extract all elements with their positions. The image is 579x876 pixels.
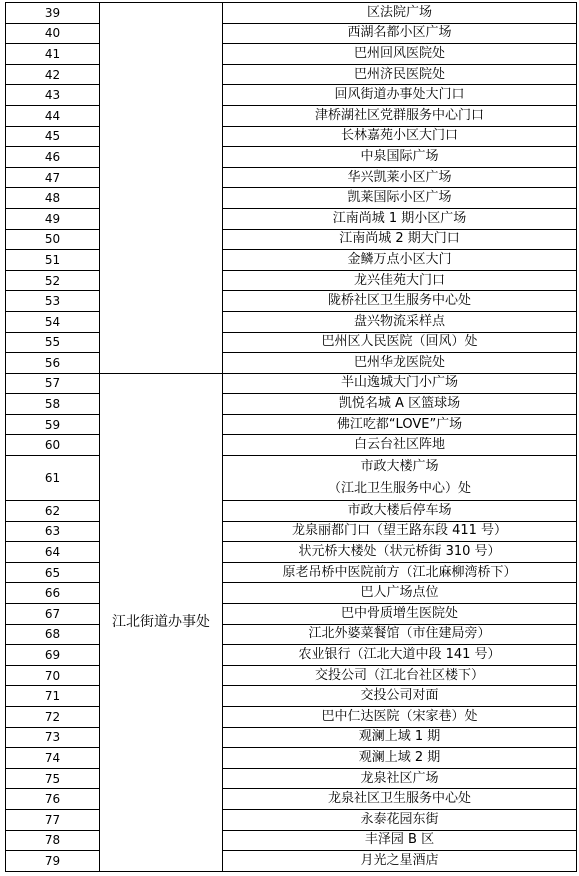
row-number-cell: 73 [6, 727, 100, 748]
table-row [6, 250, 577, 271]
location-cell: 半山逸城大门小广场 [223, 373, 577, 394]
row-number-cell: 63 [6, 521, 100, 542]
location-cell: 状元桥大楼处（状元桥街 310 号） [223, 542, 577, 563]
row-number-cell: 76 [6, 789, 100, 810]
location-cell: 西湖名都小区广场 [223, 23, 577, 44]
location-cell: 陇桥社区卫生服务中心处 [223, 291, 577, 312]
location-cell: 农业银行（江北大道中段 141 号） [223, 645, 577, 666]
row-number-cell: 42 [6, 64, 100, 85]
table-row [6, 414, 577, 435]
table-row [6, 167, 577, 188]
row-number-cell: 71 [6, 686, 100, 707]
row-number-cell: 62 [6, 501, 100, 522]
table-row [6, 44, 577, 65]
table-row [6, 105, 577, 126]
location-cell: 原老吊桥中医院前方（江北麻柳湾桥下） [223, 562, 577, 583]
table-row [6, 353, 577, 374]
location-table [5, 2, 577, 872]
table-row [6, 789, 577, 810]
row-number-cell: 39 [6, 3, 100, 24]
table-row [6, 456, 577, 501]
location-cell: 龙泉社区卫生服务中心处 [223, 789, 577, 810]
location-cell: 长林嘉苑小区大门口 [223, 126, 577, 147]
row-number-cell: 64 [6, 542, 100, 563]
row-number-cell: 46 [6, 147, 100, 168]
location-cell: 永泰花园东街 [223, 809, 577, 830]
row-number-cell: 43 [6, 85, 100, 106]
location-cell: 佛江吃都“LOVE”广场 [223, 414, 577, 435]
location-cell: 丰泽园 B 区 [223, 830, 577, 851]
row-number-cell: 41 [6, 44, 100, 65]
row-number-cell: 61 [6, 456, 100, 501]
table-row [6, 332, 577, 353]
row-number-cell: 70 [6, 665, 100, 686]
table-row [6, 851, 577, 872]
row-number-cell: 67 [6, 604, 100, 625]
row-number-cell: 77 [6, 809, 100, 830]
row-number-cell: 75 [6, 768, 100, 789]
location-cell: 月光之星酒店 [223, 851, 577, 872]
table-row [6, 208, 577, 229]
table-row [6, 291, 577, 312]
location-cell: 市政大楼广场 （江北卫生服务中心）处 [223, 456, 577, 501]
location-cell: 区法院广场 [223, 3, 577, 24]
row-number-cell: 52 [6, 270, 100, 291]
row-number-cell: 69 [6, 645, 100, 666]
table-row [6, 64, 577, 85]
location-cell: 龙泉社区广场 [223, 768, 577, 789]
location-cell: 观澜上域 2 期 [223, 748, 577, 769]
row-number-cell: 53 [6, 291, 100, 312]
row-number-cell: 40 [6, 23, 100, 44]
table-row [6, 830, 577, 851]
table-row [6, 562, 577, 583]
row-number-cell: 51 [6, 250, 100, 271]
row-number-cell: 58 [6, 394, 100, 415]
location-cell: 龙兴佳苑大门口 [223, 270, 577, 291]
location-cell: 江北外婆菜餐馆（市住建局旁） [223, 624, 577, 645]
location-cell: 中泉国际广场 [223, 147, 577, 168]
location-cell: 巴中骨质增生医院处 [223, 604, 577, 625]
table-row [6, 188, 577, 209]
row-number-cell: 45 [6, 126, 100, 147]
row-number-cell: 54 [6, 311, 100, 332]
table-row [6, 707, 577, 728]
row-number-cell: 65 [6, 562, 100, 583]
location-cell: 交投公司（江北台社区楼下） [223, 665, 577, 686]
row-number-cell: 44 [6, 105, 100, 126]
location-cell: 江南尚城 1 期小区广场 [223, 208, 577, 229]
row-number-cell: 60 [6, 435, 100, 456]
location-cell: 津桥湖社区党群服务中心门口 [223, 105, 577, 126]
row-number-cell: 57 [6, 373, 100, 394]
row-number-cell: 72 [6, 707, 100, 728]
table-row [6, 542, 577, 563]
row-number-cell: 79 [6, 851, 100, 872]
table-row [6, 768, 577, 789]
table-row [6, 583, 577, 604]
row-number-cell: 47 [6, 167, 100, 188]
location-cell: 凯莱国际小区广场 [223, 188, 577, 209]
area-cell-empty [100, 3, 223, 374]
table-row [6, 229, 577, 250]
table-row [6, 748, 577, 769]
row-number-cell: 48 [6, 188, 100, 209]
location-cell: 龙泉丽都门口（望王路东段 411 号） [223, 521, 577, 542]
table-row [6, 809, 577, 830]
table-row [6, 727, 577, 748]
location-cell: 巴州回风医院处 [223, 44, 577, 65]
table-row [6, 501, 577, 522]
location-cell: 巴州区人民医院（回风）处 [223, 332, 577, 353]
location-cell: 巴人广场点位 [223, 583, 577, 604]
location-cell: 回风街道办事处大门口 [223, 85, 577, 106]
table-row [6, 665, 577, 686]
table-row [6, 85, 577, 106]
row-number-cell: 59 [6, 414, 100, 435]
table-row [6, 521, 577, 542]
row-number-cell: 50 [6, 229, 100, 250]
table-row [6, 126, 577, 147]
table-row [6, 435, 577, 456]
area-cell-jiangbei: 江北街道办事处 [100, 373, 223, 871]
table-row [6, 686, 577, 707]
location-cell: 交投公司对面 [223, 686, 577, 707]
row-number-cell: 78 [6, 830, 100, 851]
location-table-body [6, 3, 577, 872]
table-row [6, 3, 577, 24]
location-cell: 金鳞万点小区大门 [223, 250, 577, 271]
table-row [6, 270, 577, 291]
location-cell: 巴州华龙医院处 [223, 353, 577, 374]
location-cell: 巴中仁达医院（宋家巷）处 [223, 707, 577, 728]
table-row [6, 147, 577, 168]
row-number-cell: 55 [6, 332, 100, 353]
table-row [6, 311, 577, 332]
table-row [6, 373, 577, 394]
location-cell: 江南尚城 2 期大门口 [223, 229, 577, 250]
location-cell: 华兴凯莱小区广场 [223, 167, 577, 188]
location-cell: 凯悦名城 A 区篮球场 [223, 394, 577, 415]
row-number-cell: 74 [6, 748, 100, 769]
table-row [6, 23, 577, 44]
location-cell: 巴州济民医院处 [223, 64, 577, 85]
row-number-cell: 49 [6, 208, 100, 229]
table-row [6, 604, 577, 625]
location-cell: 白云台社区阵地 [223, 435, 577, 456]
row-number-cell: 66 [6, 583, 100, 604]
table-row [6, 645, 577, 666]
table-row [6, 624, 577, 645]
location-cell: 观澜上域 1 期 [223, 727, 577, 748]
row-number-cell: 56 [6, 353, 100, 374]
location-cell: 盘兴物流采样点 [223, 311, 577, 332]
location-cell: 市政大楼后停车场 [223, 501, 577, 522]
table-row [6, 394, 577, 415]
row-number-cell: 68 [6, 624, 100, 645]
